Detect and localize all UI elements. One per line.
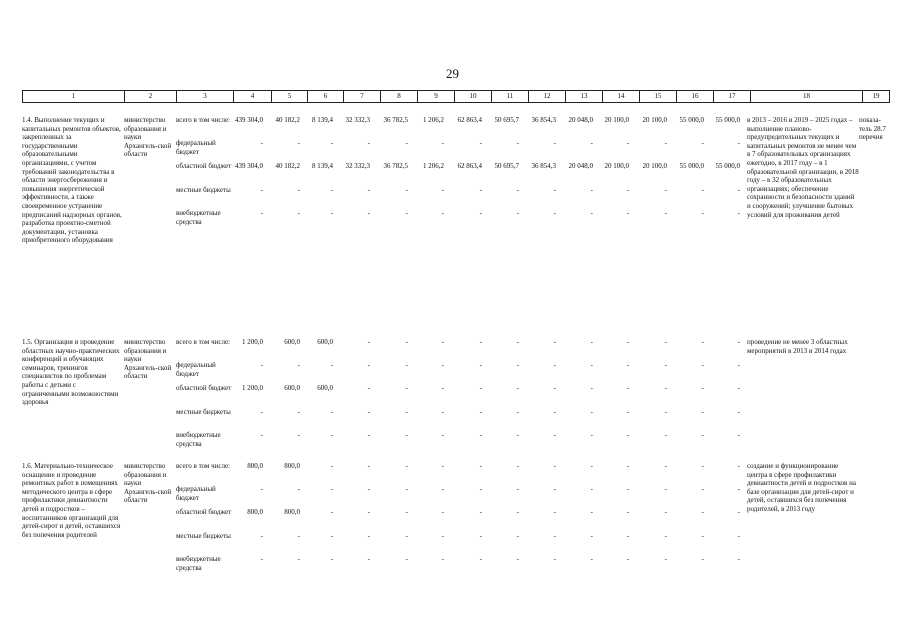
funding-value: - bbox=[297, 431, 300, 439]
expected-result: в 2013 – 2016 и 2019 – 2025 годах – выполнение планово-предупредительных текущих и капитальных ремонтов не менее чем в 7 образовательных организациях ежегодно, в 2017 году – в 1 образовательной организации, в 2018 году – в 32 образовательных организациях; обеспечение сохранности и безопасности зданий и сооружений; улучшение бытовых условий для проживания детей bbox=[747, 116, 859, 219]
funding-value: - bbox=[405, 186, 408, 194]
funding-value: - bbox=[367, 555, 370, 563]
funding-value: - bbox=[330, 431, 333, 439]
funding-source-label: федеральный бюджет bbox=[176, 139, 216, 156]
funding-value: - bbox=[737, 462, 740, 470]
funding-value: - bbox=[626, 408, 629, 416]
header-col-18: 18 bbox=[751, 91, 863, 103]
row-1-5 bbox=[22, 338, 884, 448]
funding-value: - bbox=[553, 186, 556, 194]
funding-value: - bbox=[737, 384, 740, 392]
funding-value: - bbox=[626, 555, 629, 563]
funding-value: - bbox=[590, 485, 593, 493]
funding-value: - bbox=[367, 209, 370, 217]
funding-value: 800,0 bbox=[247, 462, 263, 470]
funding-value: - bbox=[405, 384, 408, 392]
funding-value: - bbox=[626, 485, 629, 493]
funding-value: 55 000,0 bbox=[679, 116, 704, 124]
funding-value: 1 206,2 bbox=[423, 162, 444, 170]
funding-value: - bbox=[479, 485, 482, 493]
funding-value: - bbox=[405, 485, 408, 493]
header-col-16: 16 bbox=[677, 91, 714, 103]
funding-value: - bbox=[405, 532, 408, 540]
funding-value: - bbox=[516, 532, 519, 540]
funding-value: - bbox=[664, 431, 667, 439]
funding-value: - bbox=[516, 186, 519, 194]
funding-value: - bbox=[367, 431, 370, 439]
funding-source-label: внебюджетные средства bbox=[176, 431, 221, 448]
funding-value: 600,0 bbox=[317, 338, 333, 346]
funding-value: - bbox=[297, 361, 300, 369]
funding-value: - bbox=[737, 532, 740, 540]
funding-value: - bbox=[737, 508, 740, 516]
funding-value: - bbox=[590, 186, 593, 194]
funding-value: - bbox=[330, 485, 333, 493]
funding-value: - bbox=[441, 508, 444, 516]
funding-value: - bbox=[441, 338, 444, 346]
funding-value: - bbox=[701, 338, 704, 346]
funding-value: - bbox=[297, 209, 300, 217]
funding-value: - bbox=[626, 431, 629, 439]
funding-value: - bbox=[553, 338, 556, 346]
funding-value: - bbox=[590, 508, 593, 516]
funding-value: 20 100,0 bbox=[642, 162, 667, 170]
funding-value: 50 695,7 bbox=[494, 116, 519, 124]
funding-value: - bbox=[553, 384, 556, 392]
funding-value: - bbox=[664, 555, 667, 563]
funding-value: - bbox=[441, 384, 444, 392]
funding-value: - bbox=[441, 186, 444, 194]
funding-value: - bbox=[479, 186, 482, 194]
funding-value: - bbox=[701, 555, 704, 563]
funding-value: - bbox=[441, 431, 444, 439]
funding-value: - bbox=[479, 338, 482, 346]
funding-value: - bbox=[479, 431, 482, 439]
funding-value: - bbox=[664, 139, 667, 147]
funding-value: 439 304,0 bbox=[235, 162, 263, 170]
funding-value: - bbox=[297, 532, 300, 540]
funding-value: - bbox=[626, 361, 629, 369]
funding-value: - bbox=[590, 209, 593, 217]
funding-value: - bbox=[479, 209, 482, 217]
funding-value: - bbox=[516, 408, 519, 416]
funding-value: - bbox=[260, 431, 263, 439]
funding-source-label: местные бюджеты bbox=[176, 408, 231, 416]
funding-value: - bbox=[553, 485, 556, 493]
funding-value: - bbox=[367, 384, 370, 392]
funding-source-label: областной бюджет bbox=[176, 508, 232, 516]
funding-value: - bbox=[701, 431, 704, 439]
header-col-3: 3 bbox=[177, 91, 234, 103]
funding-value: - bbox=[516, 209, 519, 217]
funding-value: 40 182,2 bbox=[275, 162, 300, 170]
funding-value: - bbox=[737, 139, 740, 147]
funding-value: - bbox=[553, 361, 556, 369]
header-col-15: 15 bbox=[640, 91, 677, 103]
responsible-executor: министерство образования и науки Архангель-ской области bbox=[124, 116, 172, 159]
responsible-executor: министерство образования и науки Архангель-ской области bbox=[124, 338, 172, 381]
funding-value: 800,0 bbox=[284, 508, 300, 516]
funding-value: - bbox=[516, 338, 519, 346]
funding-value: 36 782,5 bbox=[383, 116, 408, 124]
funding-value: 36 854,3 bbox=[531, 162, 556, 170]
funding-value: - bbox=[330, 361, 333, 369]
funding-value: - bbox=[516, 555, 519, 563]
funding-value: - bbox=[737, 485, 740, 493]
funding-value: - bbox=[664, 384, 667, 392]
funding-value: - bbox=[553, 139, 556, 147]
funding-value: - bbox=[479, 408, 482, 416]
funding-source-label: всего в том числе: bbox=[176, 462, 230, 470]
funding-value: - bbox=[367, 361, 370, 369]
funding-source-label: местные бюджеты bbox=[176, 186, 231, 194]
funding-value: - bbox=[701, 384, 704, 392]
funding-value: - bbox=[441, 555, 444, 563]
funding-value: - bbox=[479, 361, 482, 369]
funding-value: - bbox=[590, 462, 593, 470]
funding-value: - bbox=[367, 508, 370, 516]
expected-result: создание и функционирование центра в сфере профилактики девиантности детей и подростков на базе организации для детей-сирот и детей, оставшихся без попечения родителей, в 2013 году bbox=[747, 462, 856, 513]
funding-value: 800,0 bbox=[247, 508, 263, 516]
funding-value: - bbox=[553, 408, 556, 416]
funding-value: - bbox=[626, 209, 629, 217]
funding-value: - bbox=[479, 462, 482, 470]
activity-description: 1.5. Организация и проведение областных научно-практических конференций и обучающих семинаров, тренингов специалистов по проблемам работы с детьми с ограниченными возможностями здоровья bbox=[22, 338, 120, 407]
funding-value: - bbox=[297, 408, 300, 416]
funding-value: - bbox=[701, 408, 704, 416]
funding-value: - bbox=[330, 408, 333, 416]
header-col-9: 9 bbox=[418, 91, 455, 103]
funding-value: - bbox=[664, 485, 667, 493]
funding-value: - bbox=[260, 361, 263, 369]
funding-value: - bbox=[367, 462, 370, 470]
funding-value: - bbox=[330, 508, 333, 516]
funding-value: - bbox=[590, 408, 593, 416]
funding-value: - bbox=[664, 186, 667, 194]
funding-value: 55 000,0 bbox=[715, 116, 740, 124]
funding-value: 439 304,0 bbox=[235, 116, 263, 124]
funding-value: - bbox=[664, 532, 667, 540]
funding-value: - bbox=[405, 209, 408, 217]
funding-value: - bbox=[701, 361, 704, 369]
funding-value: 55 000,0 bbox=[715, 162, 740, 170]
funding-value: - bbox=[626, 462, 629, 470]
header-col-6: 6 bbox=[308, 91, 344, 103]
funding-value: - bbox=[701, 139, 704, 147]
header-col-12: 12 bbox=[529, 91, 566, 103]
funding-value: 600,0 bbox=[317, 384, 333, 392]
funding-value: - bbox=[590, 338, 593, 346]
funding-value: - bbox=[590, 532, 593, 540]
indicator-reference: показа-тель 28.7 перечня bbox=[859, 116, 886, 142]
funding-value: 36 854,3 bbox=[531, 116, 556, 124]
funding-value: - bbox=[260, 532, 263, 540]
funding-value: - bbox=[441, 485, 444, 493]
funding-value: - bbox=[737, 361, 740, 369]
funding-value: - bbox=[441, 532, 444, 540]
funding-value: - bbox=[441, 139, 444, 147]
funding-value: - bbox=[516, 384, 519, 392]
funding-value: - bbox=[664, 508, 667, 516]
funding-value: 800,0 bbox=[284, 462, 300, 470]
funding-value: - bbox=[405, 555, 408, 563]
funding-value: 20 100,0 bbox=[604, 162, 629, 170]
funding-value: - bbox=[516, 431, 519, 439]
funding-value: - bbox=[260, 408, 263, 416]
funding-value: - bbox=[664, 338, 667, 346]
funding-value: 36 782,5 bbox=[383, 162, 408, 170]
funding-value: - bbox=[626, 384, 629, 392]
funding-value: - bbox=[260, 555, 263, 563]
funding-value: - bbox=[441, 462, 444, 470]
funding-value: - bbox=[367, 485, 370, 493]
funding-value: - bbox=[405, 338, 408, 346]
funding-source-label: областной бюджет bbox=[176, 384, 232, 392]
funding-value: - bbox=[737, 431, 740, 439]
funding-value: - bbox=[626, 532, 629, 540]
funding-value: 20 048,0 bbox=[568, 116, 593, 124]
funding-value: 600,0 bbox=[284, 384, 300, 392]
responsible-executor: министерство образования и науки Архангель-ской области bbox=[124, 462, 172, 505]
funding-value: - bbox=[441, 408, 444, 416]
funding-value: - bbox=[701, 209, 704, 217]
funding-value: 50 695,7 bbox=[494, 162, 519, 170]
funding-value: - bbox=[590, 139, 593, 147]
funding-value: - bbox=[516, 361, 519, 369]
funding-value: - bbox=[590, 555, 593, 563]
funding-source-label: внебюджетные средства bbox=[176, 555, 221, 572]
funding-value: - bbox=[405, 431, 408, 439]
funding-value: - bbox=[297, 139, 300, 147]
funding-value: - bbox=[516, 508, 519, 516]
header-col-8: 8 bbox=[381, 91, 418, 103]
funding-value: - bbox=[441, 209, 444, 217]
funding-value: - bbox=[479, 555, 482, 563]
funding-value: - bbox=[701, 186, 704, 194]
funding-value: - bbox=[664, 209, 667, 217]
funding-value: 8 139,4 bbox=[312, 116, 333, 124]
funding-value: - bbox=[626, 508, 629, 516]
page-number: 29 bbox=[446, 66, 459, 81]
funding-value: - bbox=[405, 361, 408, 369]
header-col-14: 14 bbox=[603, 91, 640, 103]
funding-value: - bbox=[553, 532, 556, 540]
funding-value: - bbox=[553, 209, 556, 217]
funding-value: - bbox=[737, 338, 740, 346]
funding-value: - bbox=[367, 338, 370, 346]
header-col-5: 5 bbox=[272, 91, 308, 103]
funding-value: 62 863,4 bbox=[457, 116, 482, 124]
funding-value: - bbox=[626, 338, 629, 346]
funding-source-label: всего в том числе: bbox=[176, 338, 230, 346]
funding-value: 62 863,4 bbox=[457, 162, 482, 170]
funding-value: - bbox=[626, 186, 629, 194]
funding-value: - bbox=[664, 361, 667, 369]
funding-value: 600,0 bbox=[284, 338, 300, 346]
funding-value: - bbox=[405, 139, 408, 147]
funding-value: 20 048,0 bbox=[568, 162, 593, 170]
funding-value: - bbox=[737, 555, 740, 563]
funding-value: - bbox=[664, 462, 667, 470]
funding-source-label: федеральный бюджет bbox=[176, 485, 216, 502]
funding-value: - bbox=[405, 408, 408, 416]
funding-source-label: всего в том числе: bbox=[176, 116, 230, 124]
funding-value: 20 100,0 bbox=[642, 116, 667, 124]
funding-value: - bbox=[297, 555, 300, 563]
funding-value: - bbox=[479, 508, 482, 516]
funding-value: - bbox=[367, 408, 370, 416]
funding-value: - bbox=[260, 485, 263, 493]
funding-value: - bbox=[330, 462, 333, 470]
funding-value: 32 332,3 bbox=[345, 162, 370, 170]
funding-value: - bbox=[297, 485, 300, 493]
funding-value: - bbox=[701, 508, 704, 516]
funding-source-label: местные бюджеты bbox=[176, 532, 231, 540]
funding-value: - bbox=[330, 186, 333, 194]
funding-value: - bbox=[626, 139, 629, 147]
funding-value: - bbox=[516, 462, 519, 470]
funding-value: 55 000,0 bbox=[679, 162, 704, 170]
funding-value: - bbox=[590, 431, 593, 439]
funding-value: - bbox=[701, 485, 704, 493]
activity-description: 1.4. Выполнение текущих и капитальных ремонтов объектов, закрепленных за государственными образовательными организациями, с учетом требований законодательства в области энергосбережения и повышения энергетической эффективности, а также своевременное устранение предписаний надзорных органов, разработка проектно-сметной документации, установка приобретенного оборудования bbox=[22, 116, 122, 245]
funding-value: 20 100,0 bbox=[604, 116, 629, 124]
funding-value: - bbox=[260, 186, 263, 194]
row-1-6 bbox=[22, 462, 884, 602]
funding-value: - bbox=[590, 384, 593, 392]
header-col-1: 1 bbox=[23, 91, 125, 103]
funding-source-label: областной бюджет bbox=[176, 162, 232, 170]
row-1-4 bbox=[22, 116, 884, 326]
header-col-19: 19 bbox=[863, 91, 890, 103]
header-col-7: 7 bbox=[344, 91, 381, 103]
funding-value: - bbox=[553, 431, 556, 439]
funding-value: - bbox=[367, 186, 370, 194]
funding-value: - bbox=[405, 508, 408, 516]
funding-value: - bbox=[260, 209, 263, 217]
funding-value: - bbox=[405, 462, 408, 470]
funding-value: 8 139,4 bbox=[312, 162, 333, 170]
funding-value: - bbox=[330, 532, 333, 540]
header-col-17: 17 bbox=[714, 91, 751, 103]
funding-value: - bbox=[441, 361, 444, 369]
funding-source-label: внебюджетные средства bbox=[176, 209, 221, 226]
funding-value: - bbox=[330, 209, 333, 217]
funding-value: - bbox=[479, 384, 482, 392]
header-col-13: 13 bbox=[566, 91, 603, 103]
funding-value: 40 182,2 bbox=[275, 116, 300, 124]
funding-value: - bbox=[260, 139, 263, 147]
funding-value: - bbox=[664, 408, 667, 416]
funding-value: - bbox=[367, 139, 370, 147]
funding-value: - bbox=[590, 361, 593, 369]
header-col-11: 11 bbox=[492, 91, 529, 103]
activity-description: 1.6. Материально-техническое оснащение и проведение ремонтных работ в помещениях методического центра в сфере профилактики девиантности детей и подростков – воспитанников организаций для детей-сирот и детей, оставшихся без попечения родителей bbox=[22, 462, 121, 539]
funding-value: - bbox=[553, 462, 556, 470]
funding-value: - bbox=[737, 408, 740, 416]
funding-value: 32 332,3 bbox=[345, 116, 370, 124]
funding-value: 1 206,2 bbox=[423, 116, 444, 124]
funding-value: - bbox=[330, 555, 333, 563]
funding-value: 1 200,0 bbox=[242, 338, 263, 346]
funding-value: - bbox=[737, 209, 740, 217]
funding-value: - bbox=[479, 139, 482, 147]
header-col-2: 2 bbox=[125, 91, 177, 103]
column-number-header bbox=[22, 90, 890, 103]
funding-value: 1 200,0 bbox=[242, 384, 263, 392]
header-col-10: 10 bbox=[455, 91, 492, 103]
funding-value: - bbox=[516, 139, 519, 147]
funding-value: - bbox=[479, 532, 482, 540]
funding-value: - bbox=[553, 555, 556, 563]
funding-value: - bbox=[701, 462, 704, 470]
header-col-4: 4 bbox=[234, 91, 272, 103]
funding-value: - bbox=[367, 532, 370, 540]
funding-value: - bbox=[330, 139, 333, 147]
expected-result: проведение не менее 3 областных мероприятий в 2013 и 2014 годах bbox=[747, 338, 848, 355]
funding-value: - bbox=[553, 508, 556, 516]
funding-value: - bbox=[701, 532, 704, 540]
funding-value: - bbox=[516, 485, 519, 493]
funding-value: - bbox=[737, 186, 740, 194]
funding-source-label: федеральный бюджет bbox=[176, 361, 216, 378]
funding-value: - bbox=[297, 186, 300, 194]
